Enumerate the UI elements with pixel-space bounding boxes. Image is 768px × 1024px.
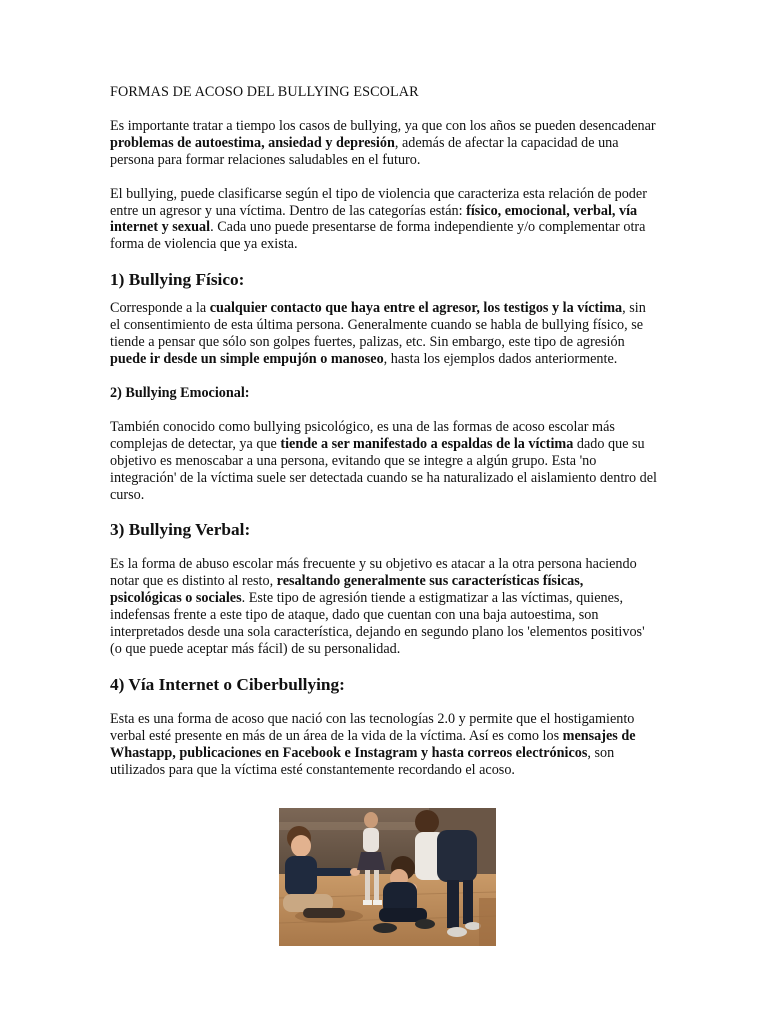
intro-emphasis: problemas de autoestima, ansiedad y depresión [110,134,395,151]
section-paragraph-fisico: Corresponde a la cualquier contacto que haya entre el agresor, los testigos y la víctima, sin el consentimiento de esta última persona. Generalmente cuando se habla de bullying físico, se tiende a pensar que sólo son golpes fuertes, palizas, etc. Sin embargo, este tipo de agresión puede ir desde un simple empujón o manoseo, hasta los ejemplos dados anteriormente. [110,300,646,367]
classification-paragraph: El bullying, puede clasificarse según el tipo de violencia que caracteriza esta relación de poder entre un agresor y una víctima. Dentro de las categorías están: físico, emocional, verbal, vía internet y sexual. Cada uno puede presentarse de forma independiente y/o complementar otra forma de violencia que ya exista. [110,185,647,253]
document-body [110,84,658,778]
bullying-photo-illustration [279,808,496,946]
section-paragraph-emocional: También conocido como bullying psicológico, es una de las formas de acoso escolar más complejas de detectar, ya que tiende a ser manifestado a espaldas de la víctima dado que su objetivo es menoscabar a una persona, evitando que se integre a algún grupo. Esta 'no integración' de la víctima suele ser detectada cuando se ha naturalizado el aislamiento dentro del curso. [110,418,657,503]
classification-emphasis: físico, emocional, verbal, vía internet y sexual [110,202,638,236]
document-title: FORMAS DE ACOSO DEL BULLYING ESCOLAR [110,84,419,100]
section-heading-ciberbullying: 4) Vía Internet o Ciberbullying: [110,674,345,694]
bullying-photo [279,808,496,946]
section-heading-verbal: 3) Bullying Verbal: [110,520,251,540]
section-paragraph-verbal: Es la forma de abuso escolar más frecuente y su objetivo es atacar a la otra persona haciendo notar que es distinto al resto, resaltando generalmente sus características físicas, psicológicas o sociales. Este tipo de agresión tiende a estigmatizar a las víctimas, quienes, indefensas frente a este tipo de ataque, dado que cuentan con una baja autoestima, son interpretados desde una sola característica, dejando en segundo plano los 'elementos positivos' (o que puede aceptar más fácil) de su personalidad. [110,556,645,657]
section-heading-emocional: 2) Bullying Emocional: [110,384,250,401]
section-paragraph-ciberbullying: Esta es una forma de acoso que nació con las tecnologías 2.0 y permite que el hostigamiento verbal esté presente en más de un área de la vida de la víctima. Así es como los mensajes de Whastapp, publicaciones en Facebook e Instagram y hasta correos electrónicos, son utilizados para que la víctima esté constantemente recordando el acoso. [110,710,636,778]
intro-paragraph: Es importante tratar a tiempo los casos de bullying, ya que con los años se pueden desencadenar problemas de autoestima, ansiedad y depresión, además de afectar la capacidad de una persona para formar relaciones saludables en el futuro. [110,117,656,168]
section-heading-fisico: 1) Bullying Físico: [110,270,245,290]
